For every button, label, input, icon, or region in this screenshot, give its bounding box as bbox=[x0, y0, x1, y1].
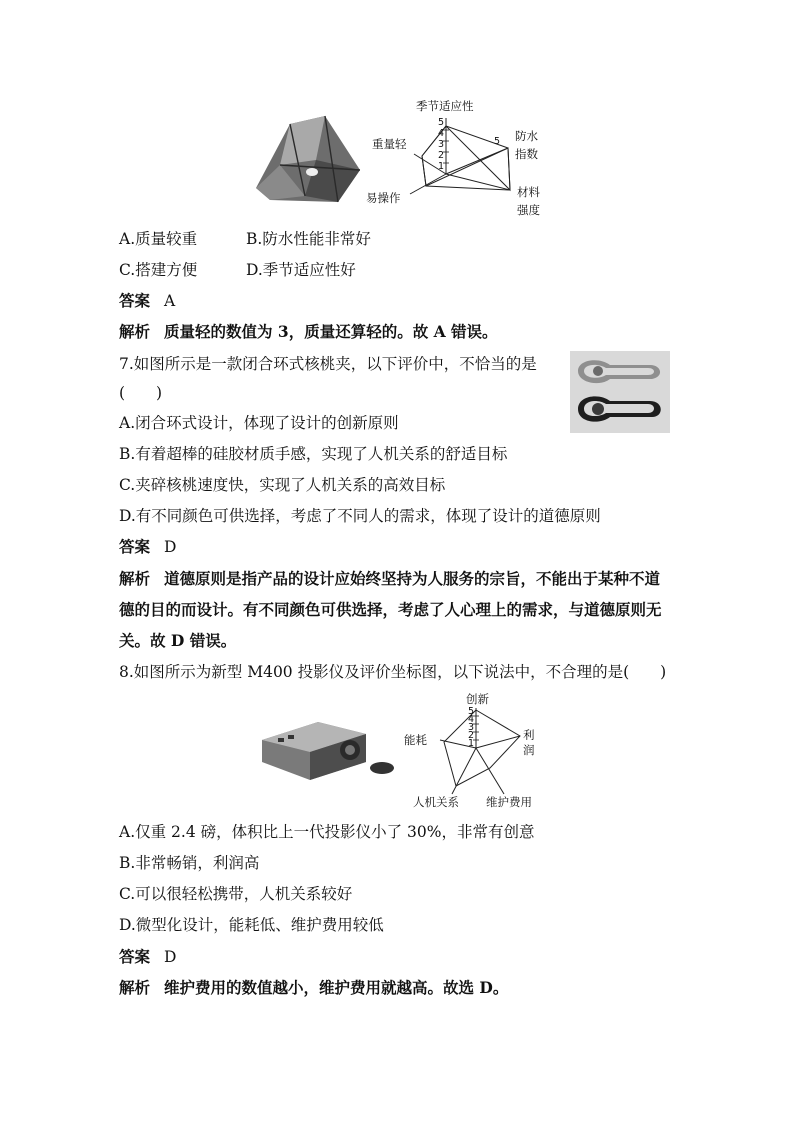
q8-analysis bbox=[119, 976, 508, 998]
q6-option-a: A.质量较重 bbox=[119, 230, 198, 248]
analysis-text: 道德原则是指产品的设计应始终坚持为人服务的宗旨，不能出于某种不道 bbox=[164, 569, 661, 588]
radar-tick-4: 4 bbox=[438, 128, 445, 139]
radar-label-profit-1: 利 bbox=[523, 728, 535, 742]
tent-photo bbox=[250, 110, 365, 205]
answer-label: 答案 bbox=[119, 537, 151, 556]
q8-answer bbox=[119, 945, 176, 967]
analysis-text: 维护费用的数值越小，维护费用就越高。故选 D。 bbox=[164, 978, 509, 997]
q7-option-d: D.有不同颜色可供选择，考虑了不同人的需求，体现了设计的道德原则 bbox=[119, 507, 601, 525]
q8-stem: 8.如图所示为新型 M400 投影仪及评价坐标图，以下说法中，不合理的是( ) bbox=[119, 663, 667, 681]
radar-label-material-2: 强度 bbox=[517, 203, 540, 217]
radar-tick-2: 2 bbox=[438, 150, 445, 161]
q7-option-b: B.有着超棒的硅胶材质手感，实现了人机关系的舒适目标 bbox=[119, 445, 508, 463]
walnut-clip-photo bbox=[570, 351, 670, 433]
radar-label-material-1: 材料 bbox=[517, 185, 540, 199]
radar-label-energy: 能耗 bbox=[404, 733, 427, 747]
radar-tick-3: 3 bbox=[468, 722, 475, 733]
answer-value: D bbox=[164, 538, 177, 556]
q6-option-b: B.防水性能非常好 bbox=[246, 230, 371, 248]
radar-label-operation: 易操作 bbox=[366, 191, 401, 205]
radar-label-maintenance: 维护费用 bbox=[486, 795, 532, 809]
radar-label-innovation: 创新 bbox=[466, 692, 489, 706]
q6-option-c: C.搭建方便 bbox=[119, 261, 198, 279]
q7-paren: ( ) bbox=[119, 384, 163, 402]
radar-tick-4: 4 bbox=[468, 714, 475, 725]
radar-label-waterproof-2: 指数 bbox=[515, 147, 538, 161]
projector-photo bbox=[258, 712, 398, 784]
q7-analysis-line-2: 德的目的而设计。有不同颜色可供选择，考虑了人心理上的需求，与道德原则无 bbox=[119, 600, 662, 619]
radar-label-ergonomics: 人机关系 bbox=[413, 795, 459, 809]
radar-label-waterproof-1: 防水 bbox=[515, 129, 538, 143]
projector-radar-chart bbox=[420, 702, 540, 802]
q8-option-c: C.可以很轻松携带，人机关系较好 bbox=[119, 885, 353, 903]
radar-label-five: 5 bbox=[494, 136, 501, 147]
radar-label-season: 季节适应性 bbox=[416, 99, 474, 113]
q6-answer bbox=[119, 289, 175, 311]
analysis-label: 解析 bbox=[119, 322, 151, 341]
analysis-label: 解析 bbox=[119, 569, 151, 588]
analysis-text: 质量轻的数值为 3，质量还算轻的。故 A 错误。 bbox=[164, 322, 498, 341]
radar-tick-5: 5 bbox=[438, 117, 445, 128]
q6-analysis bbox=[119, 320, 498, 342]
q7-option-c: C.夹碎核桃速度快，实现了人机关系的高效目标 bbox=[119, 476, 446, 494]
radar-label-weight: 重量轻 bbox=[372, 137, 407, 151]
q7-stem: 7.如图所示是一款闭合环式核桃夹，以下评价中，不恰当的是 bbox=[119, 355, 537, 373]
q7-answer bbox=[119, 535, 176, 557]
q7-option-a: A.闭合环式设计，体现了设计的创新原则 bbox=[119, 414, 399, 432]
answer-label: 答案 bbox=[119, 291, 151, 310]
q8-option-d: D.微型化设计，能耗低、维护费用较低 bbox=[119, 916, 384, 934]
q7-analysis-line-3: 关。故 D 错误。 bbox=[119, 631, 237, 650]
q8-option-b: B.非常畅销，利润高 bbox=[119, 854, 260, 872]
radar-tick-1: 1 bbox=[438, 161, 445, 172]
radar-label-profit-2: 润 bbox=[523, 743, 535, 757]
answer-value: D bbox=[164, 948, 177, 966]
q6-option-d: D.季节适应性好 bbox=[246, 261, 356, 279]
answer-label: 答案 bbox=[119, 947, 151, 966]
q8-option-a: A.仅重 2.4 磅，体积比上一代投影仪小了 30%，非常有创意 bbox=[119, 823, 535, 841]
radar-tick-5: 5 bbox=[468, 706, 475, 717]
analysis-label: 解析 bbox=[119, 978, 151, 997]
radar-tick-2: 2 bbox=[468, 730, 475, 741]
radar-tick-3: 3 bbox=[438, 139, 445, 150]
radar-tick-1: 1 bbox=[468, 738, 475, 749]
q7-analysis-line-1 bbox=[119, 567, 660, 589]
answer-value: A bbox=[164, 292, 176, 310]
